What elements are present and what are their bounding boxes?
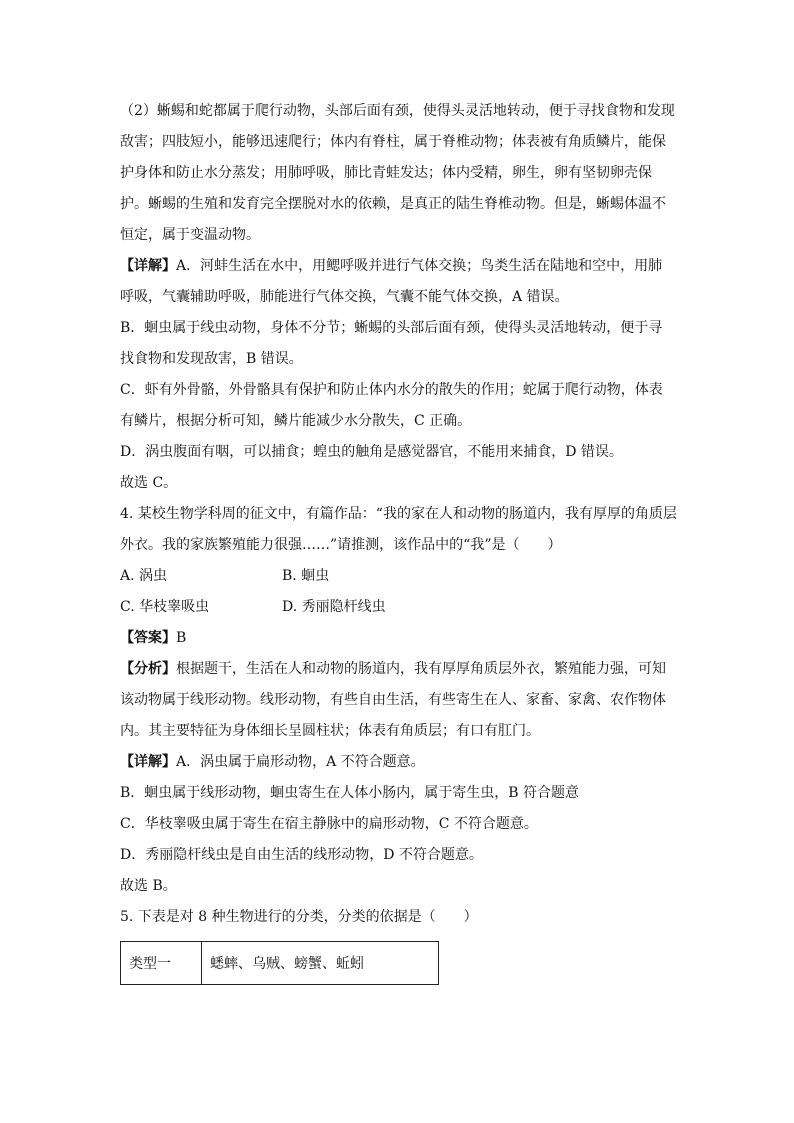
- page-content: [120, 96, 680, 985]
- answer-line: [120, 623, 680, 654]
- question-stem-line: 4. 某校生物学科周的征文中，有篇作品：“我的家在人和动物的肠道内，我有厚厚的角质层: [120, 506, 677, 522]
- text-line: 敌害；四肢短小，能够迅速爬行；体内有脊柱，属于脊椎动物；体表被有角质鳞片，能保: [120, 134, 666, 150]
- table-cell-animals: 蟋蟀、乌贼、螃蟹、蚯蚓: [202, 942, 439, 985]
- detail-text: A．河蚌生活在水中，用鳃呼吸并进行气体交换；鸟类生活在陆地和空中，用肺: [176, 258, 663, 274]
- table-cell-type: 类型一: [121, 942, 202, 985]
- text-line: 找食物和发现敌害，B 错误。: [120, 351, 303, 367]
- question-stem-line: 5. 下表是对 8 种生物进行的分类，分类的依据是（ ）: [120, 909, 478, 925]
- text-line: C．虾有外骨骼，外骨骼具有保护和防止体内水分的散失的作用；蛇属于爬行动物，体表: [120, 382, 663, 398]
- detail-line: [120, 747, 680, 778]
- text-line: 护身体和防止水分蒸发；用肺呼吸，肺比青蛙发达；体内受精，卵生，卵有坚韧卵壳保: [120, 165, 652, 181]
- table-row: [121, 942, 439, 985]
- text-line: 恒定，属于变温动物。: [120, 227, 260, 243]
- option-row: [120, 592, 680, 623]
- question-4: [120, 499, 680, 902]
- question-stem-line: 外衣。我的家族繁殖能力很强……”请推测，该作品中的“我”是（ ）: [120, 537, 562, 553]
- text-line: D．涡虫腹面有咽，可以捕食；蝗虫的触角是感觉器官，不能用来捕食，D 错误。: [120, 444, 623, 460]
- question-5: [120, 902, 680, 985]
- text-line: [120, 251, 680, 282]
- detail-tag: 【详解】: [120, 754, 176, 770]
- analysis-tag: 【分析】: [120, 661, 176, 677]
- detail-text: A．涡虫属于扁形动物，A 不符合题意。: [176, 754, 425, 770]
- analysis-text: 根据题干，生活在人和动物的肠道内，我有厚厚角质层外衣，繁殖能力强，可知: [176, 661, 666, 677]
- text-line: B．蛔虫属于线形动物，蛔虫寄生在人体小肠内，属于寄生虫，B 符合题意: [120, 785, 580, 801]
- text-line: 故选 B。: [120, 878, 177, 894]
- option-d: D. 秀丽隐杆线虫: [282, 599, 386, 615]
- text-line: 该动物属于线形动物。线形动物，有些自由生活，有些寄生在人、家畜、家禽、农作物体: [120, 692, 666, 708]
- q3-detail-section: [120, 251, 680, 499]
- classification-table: [120, 941, 439, 985]
- option-c: C. 华枝睾吸虫: [120, 599, 210, 615]
- answer-tag: 【答案】: [120, 630, 176, 646]
- text-line: 故选 C。: [120, 475, 178, 491]
- text-line: （2）蜥蜴和蛇都属于爬行动物，头部后面有颈，使得头灵活地转动，便于寻找食物和发现: [120, 103, 675, 119]
- text-line: B．蛔虫属于线虫动物，身体不分节；蜥蜴的头部后面有颈，使得头灵活地转动，便于寻: [120, 320, 663, 336]
- option-a: A. 涡虫: [120, 568, 168, 584]
- analysis-line: [120, 654, 680, 685]
- answer-value: B: [176, 630, 187, 646]
- option-b: B. 蛔虫: [282, 568, 330, 584]
- text-line: 呼吸，气囊辅助呼吸，肺能进行气体交换，气囊不能气体交换，A 错误。: [120, 289, 569, 305]
- detail-tag: 【详解】: [120, 258, 176, 274]
- text-line: D．秀丽隐杆线虫是自由生活的线形动物，D 不符合题意。: [120, 847, 483, 863]
- text-line: 内。其主要特征为身体细长呈圆柱状；体表有角质层；有口有肛门。: [120, 723, 540, 739]
- text-line: C．华枝睾吸虫属于寄生在宿主静脉中的扁形动物，C 不符合题意。: [120, 816, 538, 832]
- text-line: 护。蜥蜴的生殖和发育完全摆脱对水的依赖，是真正的陆生脊椎动物。但是，蜥蜴体温不: [120, 196, 666, 212]
- explanation-paragraph: [120, 96, 680, 251]
- text-line: 有鳞片，根据分析可知，鳞片能减少水分散失，C 正确。: [120, 413, 472, 429]
- option-row: [120, 561, 680, 592]
